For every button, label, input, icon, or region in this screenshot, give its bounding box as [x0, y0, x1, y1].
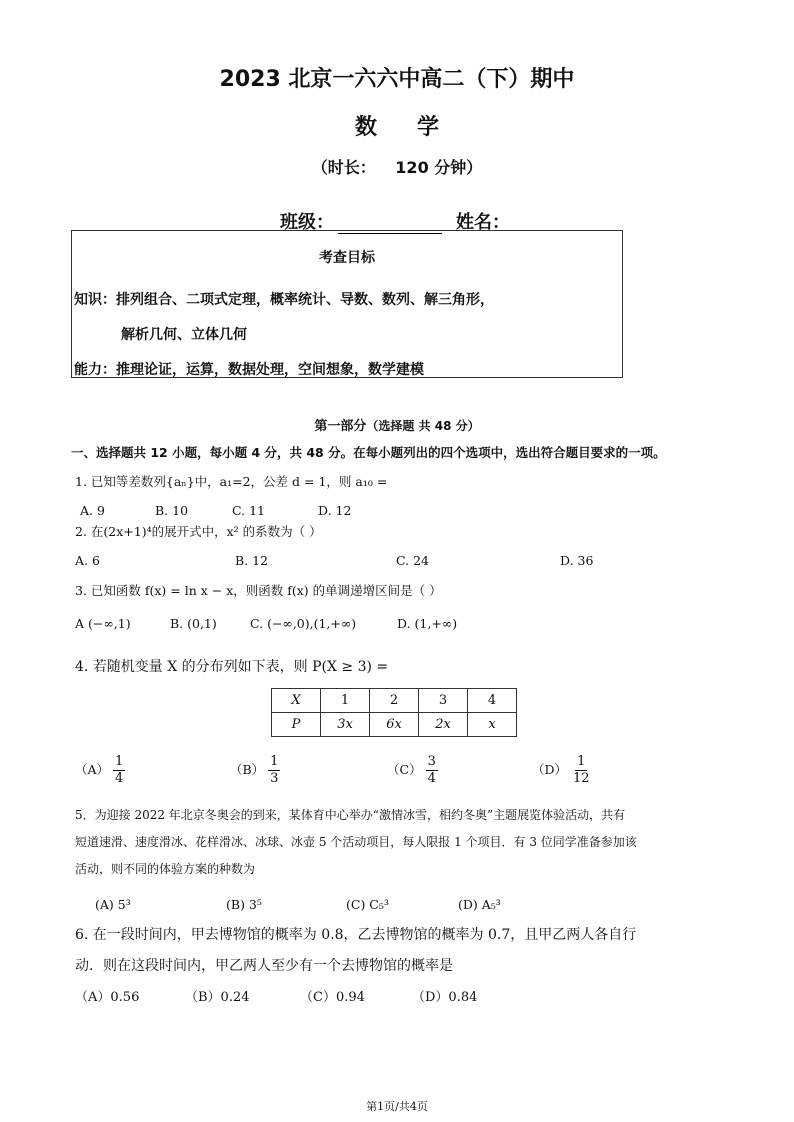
duration-label: （时长：	[311, 158, 376, 177]
page-title: 2023 北京一六六中高二（下）期中	[219, 67, 575, 92]
part1-heading	[0, 415, 794, 434]
q6-option-b: （B）0.24	[185, 990, 250, 1005]
denominator: 4	[115, 771, 124, 786]
duration-value: 120 分钟）	[395, 158, 483, 177]
q5-option-c: (C) C₅³	[346, 897, 389, 912]
knowledge-label: 知识：	[74, 292, 116, 308]
q3-option-d: D. (1,+∞)	[397, 616, 458, 631]
table-cell: 6x	[370, 713, 419, 737]
denominator: 3	[270, 771, 279, 786]
q3-option-b: B. (0,1)	[170, 616, 217, 631]
q5-option-b: (B) 3⁵	[226, 897, 262, 912]
page-footer: 第1页/共4页	[366, 1100, 428, 1113]
goals-box	[71, 230, 623, 378]
q6-line1: 6. 在一段时间内，甲去博物馆的概率为 0.8，乙去博物馆的概率为 0.7，且甲乙两人各自行	[75, 927, 637, 943]
q6-option-c: （C）0.94	[300, 990, 365, 1005]
table-row	[272, 713, 517, 737]
ability-row	[74, 359, 424, 379]
q4-option-b	[230, 754, 280, 787]
q4-option-d	[532, 754, 592, 787]
table-cell: 3	[419, 689, 468, 713]
q6-line2: 动．则在这段时间内，甲乙两人至少有一个去博物馆的概率是	[75, 958, 453, 974]
knowledge-row	[74, 289, 494, 309]
q5-line2: 短道速滑、速度滑冰、花样滑冰、冰球、冰壶 5 个活动项目，每人限报 1 个项目．有 3 位同学准备参加该	[75, 835, 637, 849]
q1-stem: 1. 已知等差数列{aₙ}中，a₁=2，公差 d = 1，则 a₁₀ =	[75, 474, 388, 489]
q2-option-d: D. 36	[560, 553, 594, 568]
table-cell: 1	[321, 689, 370, 713]
q6-option-d: （D）0.84	[412, 990, 478, 1005]
table-cell: 2	[370, 689, 419, 713]
fraction	[113, 754, 125, 787]
q2-option-c: C. 24	[396, 553, 429, 568]
part1-title: 第一部分	[314, 419, 367, 434]
table-cell: x	[468, 713, 517, 737]
q2-stem: 2. 在(2x+1)⁴的展开式中，x² 的系数为（ ）	[75, 524, 322, 539]
table-cell: P	[272, 713, 321, 737]
q3-option-c: C. (−∞,0),(1,+∞)	[250, 616, 357, 631]
q1-option-d: D. 12	[318, 503, 352, 518]
fraction	[426, 754, 438, 787]
q4-option-a	[75, 754, 125, 787]
q2-option-a: A. 6	[75, 553, 100, 568]
class-label: 班级：	[280, 212, 334, 233]
option-label: （C）	[387, 762, 422, 777]
part1-instructions: 一、选择题共 12 小题，每小题 4 分，共 48 分。在每小题列出的四个选项中，选出符合题目要求的一项。	[71, 445, 666, 460]
fraction	[571, 754, 592, 787]
name-label: 姓名：	[456, 212, 510, 233]
denominator: 4	[427, 771, 436, 786]
q6-option-a: （A）0.56	[75, 990, 140, 1005]
q4-stem: 4. 若随机变量 X 的分布列如下表，则 P(X ≥ 3) =	[75, 659, 389, 675]
q5-option-d: (D) A₅³	[458, 897, 501, 912]
distribution-table	[271, 688, 517, 737]
q5-line3: 活动，则不同的体验方案的种数为	[75, 862, 256, 876]
q5-line1: 5．为迎接 2022 年北京冬奥会的到来，某体育中心举办“激情冰雪，相约冬奥”主题展览体验活动，共有	[75, 808, 626, 822]
ability-label: 能力：	[74, 362, 116, 378]
q4-option-c	[387, 754, 438, 787]
option-label: （D）	[532, 762, 568, 777]
table-cell: 3x	[321, 713, 370, 737]
goals-title: 考查目标	[319, 250, 375, 266]
denominator: 12	[573, 771, 590, 786]
ability-text: 推理论证，运算，数据处理，空间想象，数学建模	[116, 362, 424, 378]
option-label: （A）	[75, 762, 110, 777]
table-row	[272, 689, 517, 713]
numerator: 1	[270, 754, 279, 769]
fraction	[268, 754, 280, 787]
q1-option-c: C. 11	[232, 503, 265, 518]
table-cell: 4	[468, 689, 517, 713]
q3-option-a: A (−∞,1)	[75, 616, 131, 631]
q2-option-b: B. 12	[235, 553, 269, 568]
numerator: 1	[577, 754, 586, 769]
numerator: 3	[427, 754, 436, 769]
knowledge-line1: 排列组合、二项式定理，概率统计、导数、数列、解三角形，	[116, 292, 494, 308]
q5-option-a: (A) 5³	[95, 897, 131, 912]
table-cell: 2x	[419, 713, 468, 737]
numerator: 1	[115, 754, 124, 769]
duration	[0, 155, 794, 178]
subject-title: 数学	[354, 115, 479, 140]
part1-note: （选择题 共 48 分）	[366, 419, 480, 433]
table-cell: X	[272, 689, 321, 713]
q1-option-b: B. 10	[155, 503, 189, 518]
q3-stem: 3. 已知函数 f(x) = ln x − x，则函数 f(x) 的单调递增区间是（ ）	[75, 583, 442, 598]
knowledge-line2: 解析几何、立体几何	[121, 327, 247, 343]
option-label: （B）	[230, 762, 265, 777]
q1-option-a: A. 9	[80, 503, 105, 518]
